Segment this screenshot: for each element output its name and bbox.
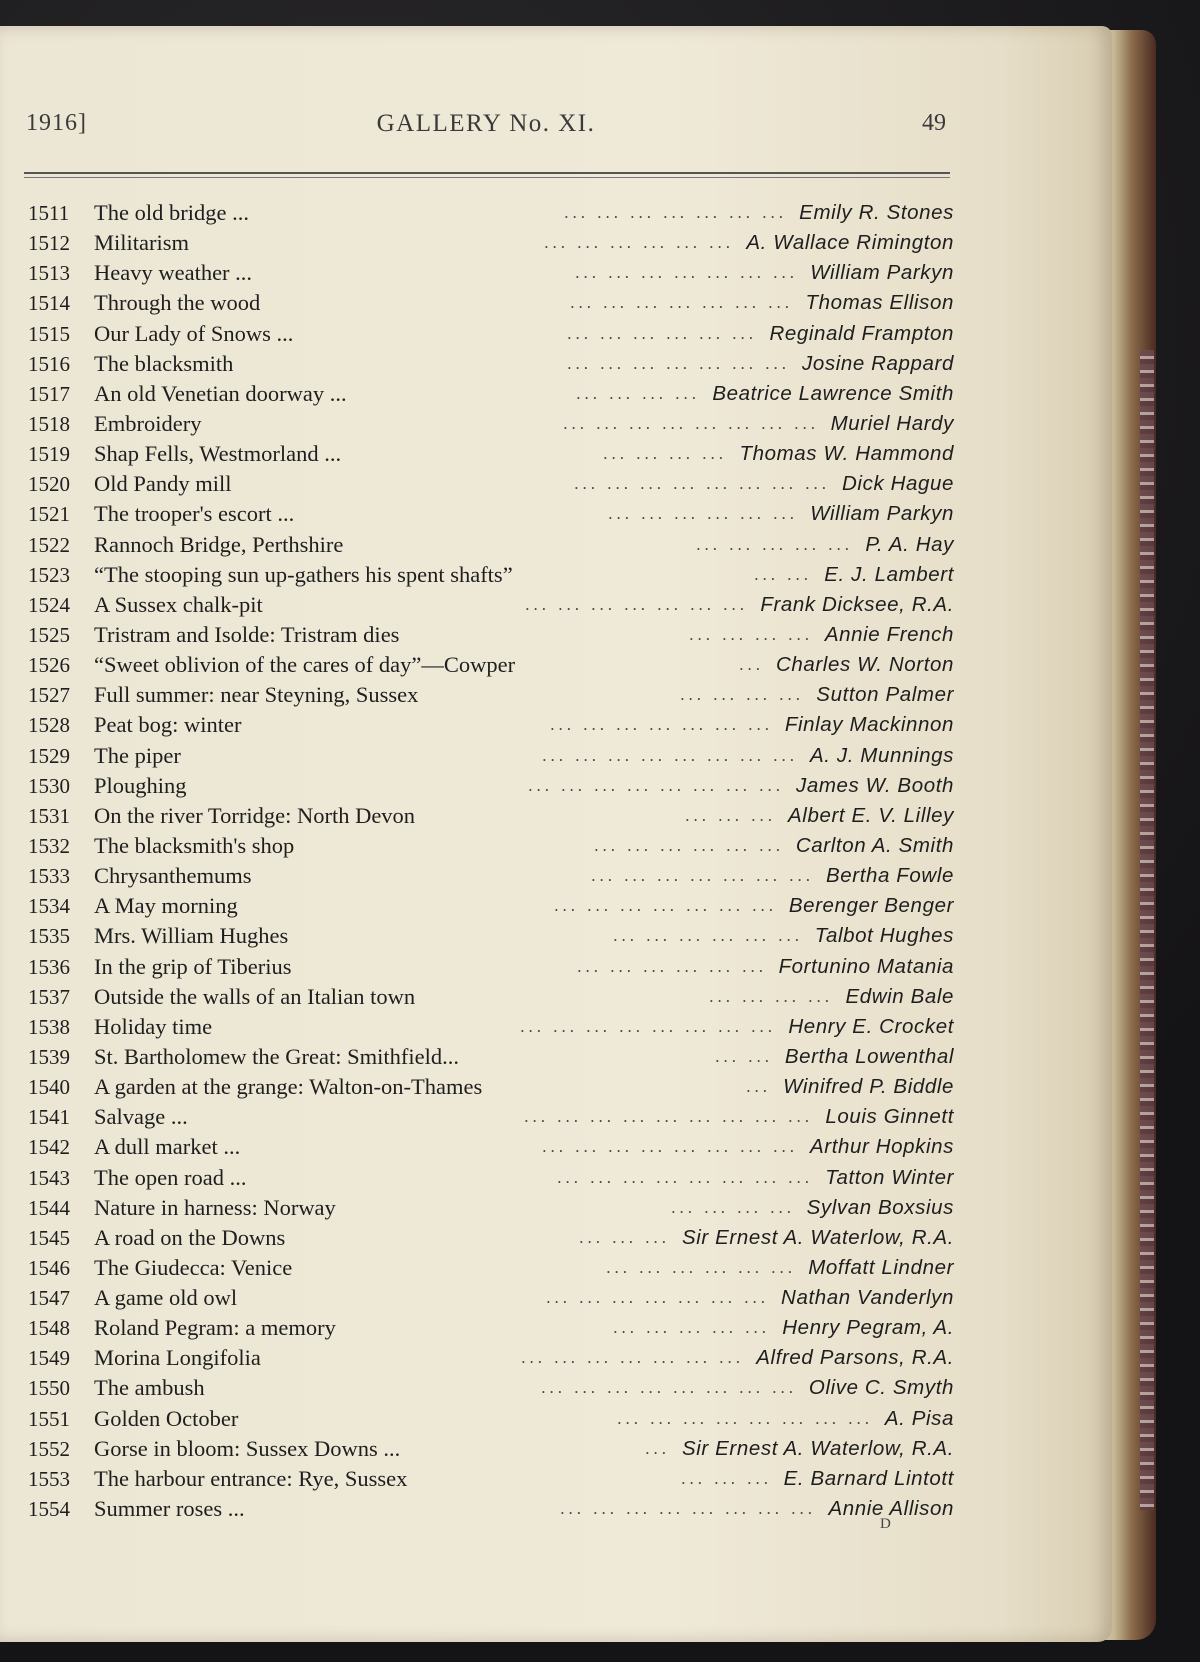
entry-number: 1543 [28, 1165, 70, 1190]
entry-number: 1519 [28, 442, 70, 467]
leader-dots: ... ... ... ... ... ... ... [554, 896, 777, 916]
entry-number: 1553 [28, 1466, 70, 1491]
entry-number: 1552 [28, 1436, 70, 1461]
header-rule [24, 172, 950, 174]
entry-artist: Emily R. Stones [799, 201, 954, 224]
entry-artist: P. A. Hay [865, 532, 954, 556]
catalogue-entry [24, 1012, 954, 1042]
entry-number: 1527 [28, 683, 70, 708]
leader-dots: ... ... ... ... ... ... ... ... [617, 1408, 873, 1428]
entry-number: 1522 [28, 532, 70, 557]
entry-number: 1524 [28, 592, 70, 617]
catalogue-entry [24, 198, 954, 228]
catalogue-entry [24, 801, 954, 831]
leader-dots: ... ... ... ... ... ... ... [570, 293, 793, 313]
entry-number: 1537 [28, 984, 70, 1009]
entry-number: 1535 [28, 924, 70, 949]
entry-title: Rannoch Bridge, Perthshire [94, 531, 344, 557]
entry-number: 1540 [28, 1075, 70, 1100]
catalogue-entry [24, 1343, 954, 1373]
entry-number: 1521 [28, 502, 70, 527]
entry-title: Ploughing [94, 772, 187, 798]
leader-dots: ... ... ... ... ... ... ... ... [542, 745, 798, 765]
leader-dots: ... ... ... [681, 1468, 772, 1488]
entry-title: In the grip of Tiberius [94, 953, 292, 979]
entry-number: 1512 [28, 231, 70, 256]
entry-title: A garden at the grange: Walton-on-Thames [94, 1074, 483, 1100]
leader-dots: ... ... ... ... ... ... ... [546, 1288, 769, 1308]
catalogue-entry [24, 680, 954, 710]
catalogue-entry [24, 1132, 954, 1162]
header-year: 1916] [26, 110, 87, 136]
entry-title: St. Bartholomew the Great: Smithfield... [94, 1043, 459, 1069]
entry-title: Our Lady of Snows ... [94, 320, 294, 346]
leader-dots: ... ... ... [579, 1227, 670, 1247]
entry-artist: Albert E. V. Lilley [788, 803, 954, 827]
signature-mark: D [880, 1516, 891, 1532]
entry-title: On the river Torridge: North Devon [94, 802, 416, 828]
entry-artist: Edwin Bale [845, 984, 954, 1008]
entry-artist: Bertha Fowle [826, 864, 954, 888]
leader-dots: ... ... ... ... ... ... [544, 233, 734, 253]
leader-dots: ... ... ... ... ... ... [567, 323, 757, 343]
leader-dots: ... ... ... ... ... ... [594, 835, 784, 855]
header-rule-thin [24, 177, 950, 178]
catalogue-entry [24, 1404, 954, 1434]
entry-artist: Dick Hague [842, 472, 954, 496]
leader-dots: ... ... ... ... ... ... ... [521, 1348, 744, 1368]
entry-number: 1518 [28, 411, 70, 436]
leader-dots: ... ... ... ... ... ... ... ... [560, 1499, 816, 1519]
leader-dots: ... ... ... ... ... ... ... [575, 263, 798, 283]
catalogue-entry [24, 982, 954, 1012]
entry-number: 1544 [28, 1195, 70, 1220]
leader-dots: ... ... ... ... ... ... ... ... [574, 474, 830, 494]
entry-title: Morina Longifolia [94, 1345, 261, 1371]
catalogue-entry [24, 861, 954, 891]
entry-title: Summer roses ... [94, 1496, 245, 1522]
leader-dots: ... ... ... ... ... ... ... [591, 866, 814, 886]
catalogue-entry [24, 921, 954, 951]
entry-title: The open road ... [94, 1164, 247, 1190]
entry-title: Through the wood [94, 290, 261, 316]
catalogue-entry [24, 530, 954, 560]
entry-artist: James W. Booth [795, 773, 954, 797]
entry-number: 1526 [28, 653, 70, 678]
entry-artist: Nathan Vanderlyn [781, 1286, 954, 1310]
leader-dots: ... ... ... ... ... ... ... ... ... [524, 1107, 813, 1127]
leader-dots: ... [645, 1438, 670, 1458]
entry-artist: Beatrice Lawrence Smith [712, 381, 954, 405]
leader-dots: ... [746, 1077, 771, 1097]
leader-dots: ... ... ... ... ... ... ... [525, 594, 748, 614]
entry-number: 1520 [28, 472, 70, 497]
leader-dots: ... ... ... ... ... [613, 1318, 770, 1338]
entry-number: 1550 [28, 1376, 70, 1401]
entry-title: The piper [94, 742, 181, 768]
entry-title: Mrs. William Hughes [94, 923, 289, 949]
entry-artist: E. Barnard Lintott [783, 1466, 954, 1490]
entry-number: 1548 [28, 1316, 70, 1341]
entry-artist: William Parkyn [810, 502, 954, 526]
entry-title: A road on the Downs [94, 1224, 286, 1250]
entry-artist: Talbot Hughes [814, 924, 954, 948]
entry-number: 1513 [28, 261, 70, 286]
entry-artist: Frank Dicksee, R.A. [760, 592, 954, 616]
entry-title: “The stooping sun up-gathers his spent shafts” [94, 561, 513, 587]
entry-title: “Sweet oblivion of the cares of day”—Cowper [94, 652, 516, 678]
leader-dots: ... ... [754, 564, 812, 584]
entry-artist: Alfred Parsons, R.A. [756, 1346, 954, 1370]
catalogue-entry [24, 409, 954, 439]
entry-number: 1511 [28, 201, 70, 225]
entry-artist: Olive C. Smyth [808, 1376, 954, 1400]
entry-artist: A. Pisa [884, 1406, 954, 1430]
entry-title: Full summer: near Steyning, Sussex [94, 682, 419, 708]
leader-dots: ... ... ... ... ... ... [613, 926, 803, 946]
entry-title: Embroidery [94, 410, 202, 436]
catalogue-entry [24, 620, 954, 650]
catalogue-entry [24, 710, 954, 740]
entry-number: 1554 [28, 1497, 70, 1522]
catalogue-entry [24, 288, 954, 318]
entry-number: 1515 [28, 321, 70, 346]
entry-number: 1541 [28, 1105, 70, 1130]
entry-number: 1536 [28, 954, 70, 979]
entry-number: 1530 [28, 773, 70, 798]
header-title: GALLERY No. XI. [376, 110, 596, 137]
leader-dots: ... ... ... ... ... ... [606, 1257, 796, 1277]
entry-artist: Arthur Hopkins [810, 1135, 954, 1159]
catalogue-entry [24, 319, 954, 349]
catalogue-entry [24, 1313, 954, 1343]
entry-artist: Thomas W. Hammond [739, 442, 954, 466]
entry-title: Militarism [94, 230, 189, 256]
entry-artist: Annie French [824, 622, 954, 646]
catalogue-entry [24, 741, 954, 771]
entry-artist: Reginald Frampton [769, 321, 954, 345]
catalogue-entry [24, 1102, 954, 1132]
entry-title: Peat bog: winter [94, 712, 242, 738]
entry-number: 1532 [28, 833, 70, 858]
catalogue-entry [24, 952, 954, 982]
entry-title: Nature in harness: Norway [94, 1194, 336, 1220]
leader-dots: ... ... ... ... [671, 1197, 795, 1217]
entry-title: The harbour entrance: Rye, Sussex [94, 1465, 408, 1491]
entry-artist: Bertha Lowenthal [784, 1044, 954, 1068]
catalogue-entry [24, 1193, 954, 1223]
entry-title: The Giudecca: Venice [94, 1254, 293, 1280]
entry-artist: William Parkyn [810, 261, 954, 285]
catalogue-entry [24, 379, 954, 409]
entry-title: Golden October [94, 1405, 239, 1431]
entry-artist: A. Wallace Rimington [746, 231, 954, 255]
entry-number: 1551 [28, 1406, 70, 1431]
leader-dots: ... ... ... ... ... ... ... [550, 715, 773, 735]
leader-dots: ... ... ... ... [576, 383, 700, 403]
catalogue-entry [24, 560, 954, 590]
entry-title: Roland Pegram: a memory [94, 1315, 336, 1341]
entry-artist: Muriel Hardy [830, 411, 954, 435]
entry-title: A Sussex chalk-pit [94, 591, 263, 617]
catalogue-entry [24, 831, 954, 861]
catalogue-entry [24, 891, 954, 921]
leader-dots: ... ... ... ... [603, 444, 727, 464]
entry-title: Outside the walls of an Italian town [94, 983, 416, 1009]
catalogue-entry [24, 650, 954, 680]
entry-artist: Thomas Ellison [805, 291, 954, 315]
entry-title: Holiday time [94, 1013, 213, 1039]
catalogue-entry [24, 228, 954, 258]
entry-number: 1528 [28, 713, 70, 738]
leader-dots: ... ... ... ... [709, 986, 833, 1006]
entry-artist: A. J. Munnings [810, 743, 954, 767]
catalogue-entry [24, 349, 954, 379]
entry-number: 1542 [28, 1135, 70, 1160]
entry-title: The blacksmith's shop [94, 832, 295, 858]
catalogue-entry [24, 1494, 954, 1524]
catalogue-entry [24, 1163, 954, 1193]
entry-artist: Sylvan Boxsius [806, 1195, 954, 1219]
entry-artist: Charles W. Norton [775, 653, 954, 677]
entry-title: A dull market ... [94, 1134, 241, 1160]
entry-artist: Louis Ginnett [825, 1105, 954, 1129]
leader-dots: ... ... ... ... ... ... ... [564, 203, 787, 222]
entry-title: Gorse in bloom: Sussex Downs ... [94, 1435, 401, 1461]
entry-artist: Finlay Mackinnon [784, 713, 954, 737]
entry-artist: Sutton Palmer [816, 683, 954, 707]
page-number: 49 [922, 110, 946, 136]
entry-title: A game old owl [94, 1285, 238, 1311]
leader-dots: ... ... ... ... ... ... ... ... [541, 1378, 797, 1398]
leader-dots: ... ... ... ... ... ... [608, 504, 798, 524]
leader-dots: ... ... ... ... ... ... ... ... [528, 775, 784, 795]
catalogue-entry [24, 771, 954, 801]
entry-title: The trooper's escort ... [94, 501, 295, 527]
leader-dots: ... ... ... ... ... [696, 534, 853, 554]
entry-number: 1538 [28, 1014, 70, 1039]
catalogue-entry-list [24, 198, 954, 1524]
entry-artist: Fortunino Matania [778, 954, 954, 978]
leader-dots: ... [739, 655, 764, 675]
entry-title: Chrysanthemums [94, 863, 252, 889]
leader-dots: ... ... ... ... ... ... ... ... [542, 1137, 798, 1157]
entry-number: 1529 [28, 743, 70, 768]
entry-artist: Carlton A. Smith [795, 833, 954, 857]
entry-title: The blacksmith [94, 350, 234, 376]
entry-artist: Tatton Winter [825, 1165, 954, 1189]
catalogue-entry [24, 499, 954, 529]
catalogue-entry [24, 1042, 954, 1072]
entry-title: Tristram and Isolde: Tristram dies [94, 621, 400, 647]
catalogue-entry [24, 258, 954, 288]
catalogue-entry [24, 1072, 954, 1102]
entry-number: 1531 [28, 803, 70, 828]
leader-dots: ... ... ... ... ... ... [577, 956, 767, 976]
catalogue-entry [24, 439, 954, 469]
entry-title: An old Venetian doorway ... [94, 380, 347, 406]
catalogue-entry [24, 1283, 954, 1313]
entry-artist: Josine Rappard [802, 351, 954, 375]
entry-number: 1545 [28, 1225, 70, 1250]
leader-dots: ... ... ... ... ... ... ... ... [520, 1016, 776, 1036]
entry-number: 1517 [28, 381, 70, 406]
page-header [26, 110, 946, 160]
book-cover-binding [1140, 350, 1154, 1510]
entry-artist: Winifred P. Biddle [783, 1075, 954, 1099]
entry-number: 1547 [28, 1286, 70, 1311]
catalogue-entry [24, 1434, 954, 1464]
entry-artist: Moffatt Lindner [808, 1255, 954, 1279]
entry-artist: E. J. Lambert [824, 562, 954, 586]
catalogue-entry [24, 590, 954, 620]
catalogue-entry [24, 1373, 954, 1403]
entry-number: 1549 [28, 1346, 70, 1371]
entry-artist: Sir Ernest A. Waterlow, R.A. [682, 1225, 954, 1249]
entry-title: A May morning [94, 893, 238, 919]
leader-dots: ... ... ... ... [680, 685, 804, 705]
leader-dots: ... ... ... ... [689, 624, 813, 644]
catalogue-entry [24, 1464, 954, 1494]
entry-number: 1516 [28, 351, 70, 376]
catalogue-entry [24, 469, 954, 499]
entry-artist: Berenger Benger [788, 894, 954, 918]
entry-number: 1534 [28, 894, 70, 919]
leader-dots: ... ... [715, 1046, 773, 1066]
leader-dots: ... ... ... ... ... ... ... [567, 353, 790, 373]
leader-dots: ... ... ... [685, 805, 776, 825]
leader-dots: ... ... ... ... ... ... ... ... [557, 1167, 813, 1187]
entry-title: Old Pandy mill [94, 471, 232, 497]
entry-title: Shap Fells, Westmorland ... [94, 441, 342, 467]
catalogue-entry [24, 1253, 954, 1283]
entry-title: Salvage ... [94, 1104, 188, 1130]
entry-number: 1533 [28, 864, 70, 889]
entry-number: 1525 [28, 622, 70, 647]
entry-number: 1546 [28, 1255, 70, 1280]
entry-number: 1539 [28, 1044, 70, 1069]
entry-number: 1523 [28, 562, 70, 587]
entry-artist: Annie Allison [828, 1497, 954, 1521]
catalogue-entry [24, 1223, 954, 1253]
entry-title: The old bridge ... [94, 200, 249, 225]
entry-number: 1514 [28, 291, 70, 316]
entry-title: The ambush [94, 1375, 205, 1401]
entry-artist: Henry E. Crocket [788, 1014, 954, 1038]
leader-dots: ... ... ... ... ... ... ... ... [563, 413, 819, 433]
entry-artist: Henry Pegram, A. [782, 1316, 954, 1340]
entry-artist: Sir Ernest A. Waterlow, R.A. [682, 1436, 954, 1460]
entry-title: Heavy weather ... [94, 260, 253, 286]
